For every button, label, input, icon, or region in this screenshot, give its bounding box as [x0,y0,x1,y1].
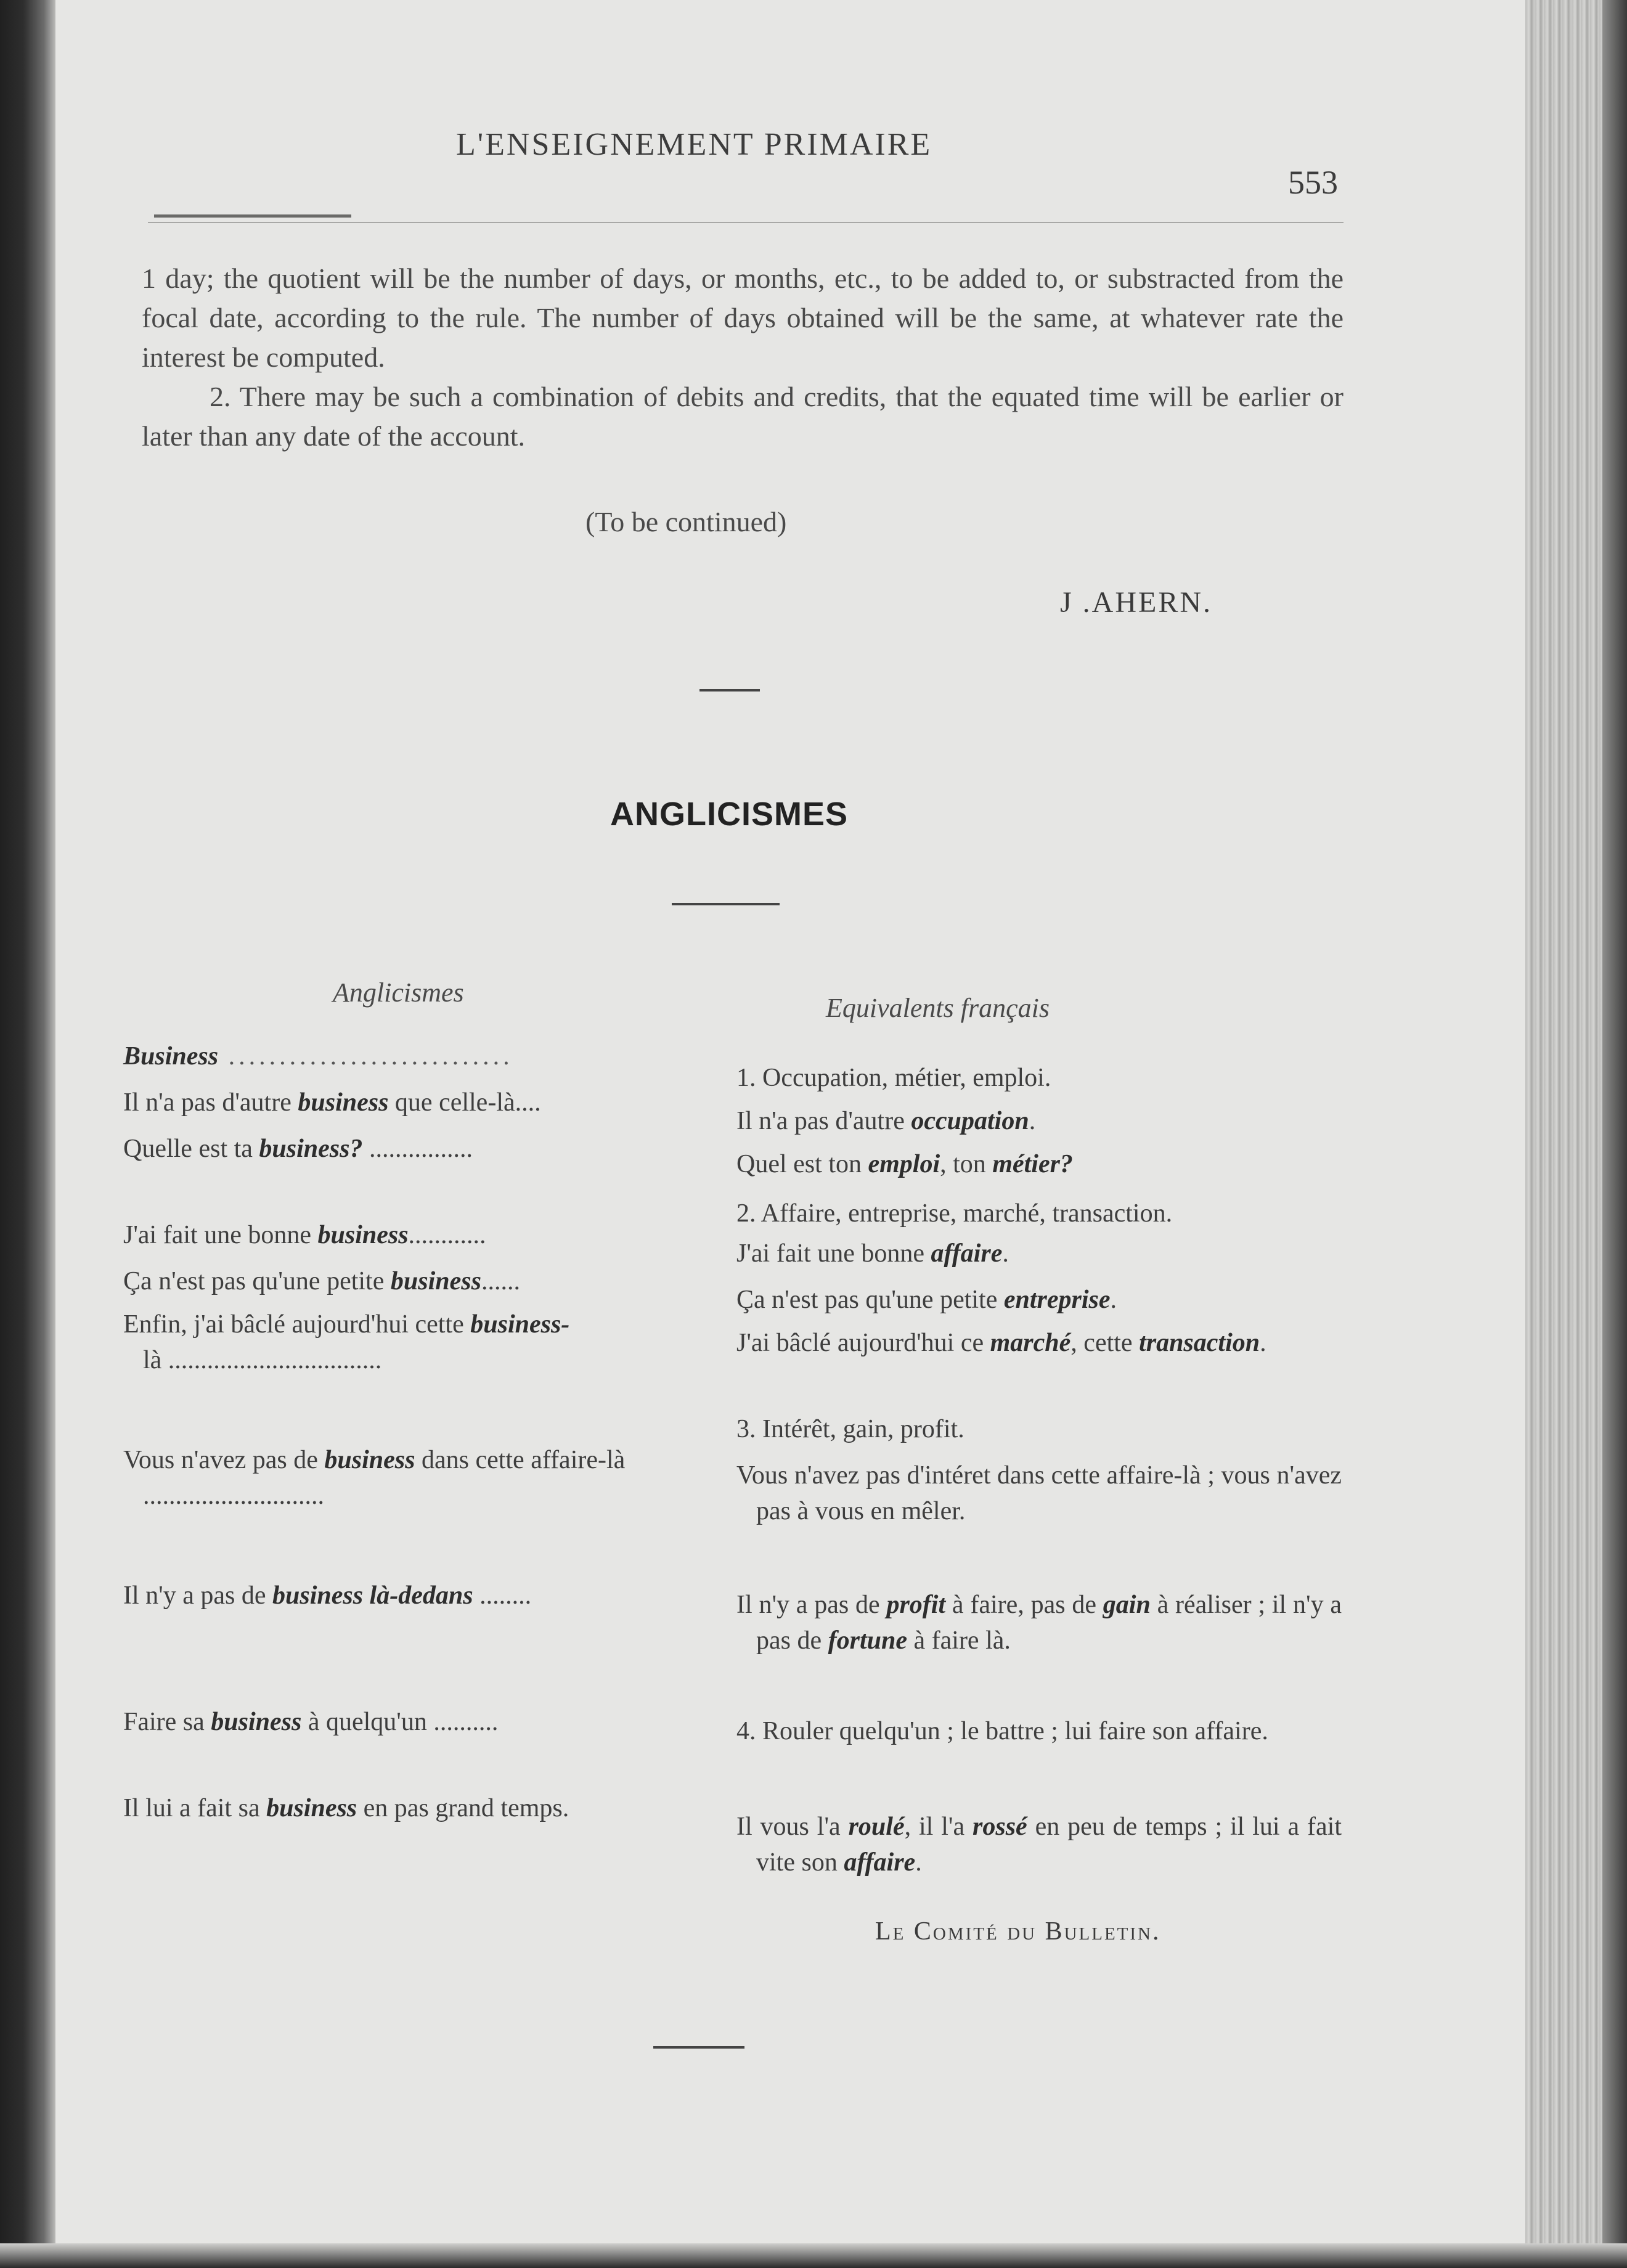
equivalent-entry [736,1236,1322,1271]
section-author: Le Comité du Bulletin. [875,1917,1161,1946]
equivalent-text: . [1002,1239,1009,1268]
page-stack-edge [1525,0,1627,2268]
equivalent-text: J'ai bâclé aujourd'hui ce [736,1329,990,1357]
anglicism-term: business [324,1446,415,1474]
anglicism-text: Vous n'avez pas de [123,1446,325,1474]
equivalent-text: Quel est ton [736,1150,868,1178]
anglicism-text: dans cette affaire-là ............................ [143,1446,626,1510]
equivalent-entry [736,1146,1322,1182]
equivalent-text: 3. Intérêt, gain, profit. [736,1415,964,1443]
anglicism-text: J'ai fait une bonne [123,1221,318,1249]
equivalent-term: gain [1103,1591,1151,1619]
continuation-paragraph: 1 day; the quotient will be the number of days, or months, etc., to be added to, or substracted from the focal date, according to the rule. The number of days obtained will be the same, at whatever rate the interest be computed. [142,263,1344,373]
title-underline [672,903,780,905]
header-rule [148,222,1344,223]
equivalent-text: . [1110,1286,1117,1314]
section-title: ANGLICISMES [610,796,849,833]
anglicism-text: que celle-là.... [388,1088,541,1117]
anglicism-entry [123,1790,733,1826]
continuation-paragraph: 2. There may be such a combination of debits and credits, that the equated time will be earlier or later than any date of the account. [142,381,1344,452]
anglicism-text: ........ [473,1581,532,1610]
anglicism-entry [123,1704,703,1740]
anglicism-entry [123,1307,722,1378]
page-bottom-shadow [0,2243,1627,2268]
anglicism-term: business- [470,1310,570,1339]
equivalent-text: . [1029,1107,1036,1135]
end-divider [653,2046,744,2049]
equivalent-text: J'ai fait une bonne [736,1239,931,1268]
column-heading-anglicismes: Anglicismes [333,977,464,1008]
equivalent-text: à réaliser ; il n'y a pas de [756,1591,1342,1655]
equivalent-term: fortune [828,1626,907,1655]
anglicism-entry [123,1442,722,1514]
anglicism-text: Il n'a pas d'autre [123,1088,298,1117]
equivalent-text: Il vous l'a [736,1813,849,1841]
equivalent-entry [736,1060,1322,1096]
equivalent-text: en peu de temps ; il lui a fait vite son [756,1813,1342,1877]
anglicism-entry [123,1038,703,1074]
equivalent-text: Vous n'avez pas d'intéret dans cette affaire-là ; vous n'avez pas à vous en mêler. [736,1461,1342,1525]
equivalent-text: , il l'a [904,1813,973,1841]
dot-leader: ............................ [218,1042,513,1071]
equivalent-text: à faire, pas de [945,1591,1103,1619]
anglicism-text: Enfin, j'ai bâclé aujourd'hui cette [123,1310,471,1339]
equivalent-text: . [1260,1329,1266,1357]
equivalent-entry [736,1282,1322,1318]
equivalent-entry [736,1587,1342,1658]
equivalent-text: Il n'y a pas de [736,1591,887,1619]
anglicism-text: Il lui a fait sa [123,1794,267,1822]
anglicism-text: Il n'y a pas de [123,1581,272,1610]
equivalent-term: entreprise [1003,1286,1111,1314]
equivalent-entry [736,1713,1342,1749]
anglicism-text: en pas grand temps. [357,1794,569,1822]
anglicism-text: ...... [481,1267,520,1295]
equivalent-text: Il n'a pas d'autre [736,1107,911,1135]
anglicism-text: à quelqu'un .......... [301,1708,499,1736]
equivalent-text: 4. Rouler quelqu'un ; le battre ; lui faire son affaire. [736,1717,1268,1745]
anglicism-term: business [390,1267,481,1295]
equivalent-entry [736,1103,1322,1139]
equivalent-text: Ça n'est pas qu'une petite [736,1286,1004,1314]
anglicism-entry [123,1217,703,1253]
header-rule-accent [154,214,351,218]
anglicism-text: ................ [362,1135,473,1163]
anglicism-term: Business [123,1042,219,1071]
anglicism-text: ............ [408,1221,486,1249]
anglicism-text: Quelle est ta [123,1135,259,1163]
running-head: L'ENSEIGNEMENT PRIMAIRE [456,127,932,162]
equivalent-text: à faire là. [907,1626,1011,1655]
anglicism-entry [123,1578,703,1613]
equivalent-term: affaire [931,1239,1003,1268]
anglicism-term: business [317,1221,409,1249]
continued-note: (To be continued) [585,506,787,537]
section-divider [699,689,760,691]
equivalent-entry [736,1196,1322,1231]
equivalent-term: affaire [844,1848,916,1877]
anglicism-term: business [266,1794,357,1822]
anglicism-term: business? [259,1135,363,1163]
column-heading-equivalents: Equivalents français [826,993,1050,1023]
equivalent-term: profit [886,1591,946,1619]
equivalent-text: 2. Affaire, entreprise, marché, transaction. [736,1199,1173,1228]
continuation-text [142,259,1344,456]
equivalent-term: occupation [911,1107,1029,1135]
equivalent-term: rossé [973,1813,1027,1841]
anglicism-entry [123,1131,703,1167]
anglicism-entry [123,1085,703,1120]
page-number: 553 [1288,164,1338,201]
equivalent-term: métier? [992,1150,1073,1178]
anglicism-text: là ................................. [143,1346,382,1374]
equivalent-entry [736,1809,1342,1880]
equivalent-term: emploi [868,1150,940,1178]
anglicism-term: business [298,1088,389,1117]
equivalent-term: transaction [1139,1329,1260,1357]
author-signature: J .AHERN. [1060,586,1213,619]
equivalent-term: marché [990,1329,1071,1357]
equivalent-entry [736,1411,1322,1447]
anglicism-text: Faire sa [123,1708,211,1736]
anglicism-term: business [211,1708,302,1736]
equivalent-text: . [915,1848,922,1877]
equivalent-text: , cette [1070,1329,1140,1357]
equivalent-entry [736,1325,1342,1361]
anglicism-term: business là-dedans [272,1581,473,1610]
equivalent-text: 1. Occupation, métier, emploi. [736,1064,1051,1092]
equivalent-entry [736,1458,1342,1529]
equivalent-text: , ton [940,1150,993,1178]
anglicism-text: Ça n'est pas qu'une petite [123,1267,391,1295]
book-gutter-shadow [0,0,59,2268]
anglicism-entry [123,1263,703,1299]
equivalent-term: roulé [848,1813,905,1841]
